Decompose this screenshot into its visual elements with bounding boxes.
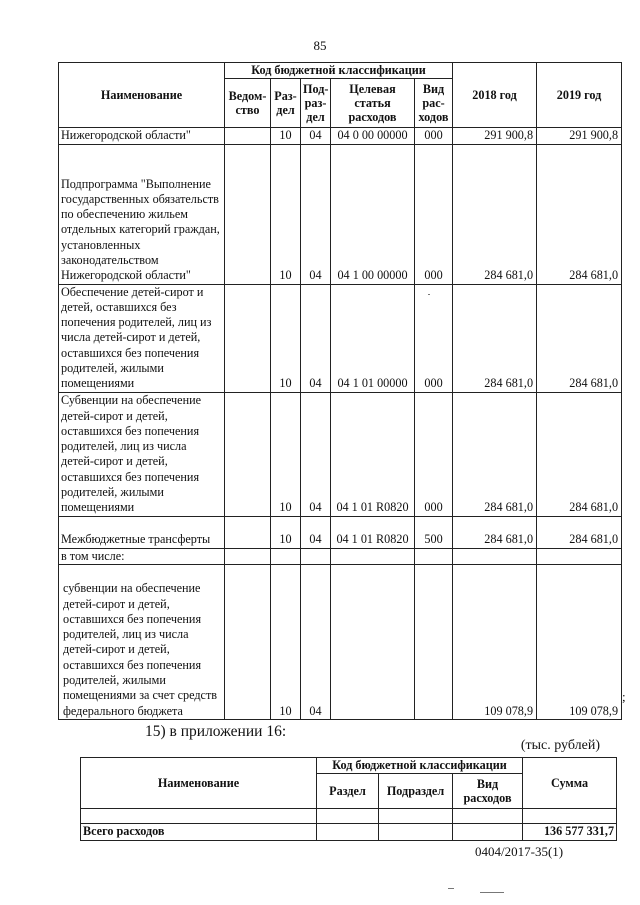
empty-cell xyxy=(317,824,379,840)
row-celevaya: 04 1 01 R0820 xyxy=(331,516,415,548)
row-2018 xyxy=(453,548,537,564)
units-label: (тыс. рублей) xyxy=(520,738,600,753)
row-vid xyxy=(415,548,453,564)
row-2018: 284 681,0 xyxy=(453,284,537,392)
row-vedomstvo xyxy=(225,144,271,284)
row-celevaya xyxy=(331,564,415,719)
empty-cell xyxy=(453,824,523,840)
header-vid: Вид рас-ходов xyxy=(415,79,453,128)
row-vid: 000 xyxy=(415,284,453,392)
empty-cell xyxy=(379,809,453,824)
empty-cell xyxy=(523,809,617,824)
table-row xyxy=(59,284,622,392)
table-row xyxy=(59,392,622,516)
row-vedomstvo xyxy=(225,128,271,144)
budget-table xyxy=(58,62,622,720)
table-row xyxy=(59,144,622,284)
row-celevaya xyxy=(331,548,415,564)
header-2019: 2019 год xyxy=(537,63,622,128)
row-vedomstvo xyxy=(225,284,271,392)
row-2018: 284 681,0 xyxy=(453,144,537,284)
row-podrazdel: 04 xyxy=(301,128,331,144)
total-label: Всего расходов xyxy=(81,824,317,840)
table-row xyxy=(59,548,622,564)
table-row xyxy=(59,128,622,144)
row-celevaya: 04 1 01 R0820 xyxy=(331,392,415,516)
summary-table xyxy=(80,757,617,841)
empty-cell xyxy=(81,809,317,824)
page-number: 85 xyxy=(313,38,327,53)
scan-mark xyxy=(428,294,430,295)
row-podrazdel: 04 xyxy=(301,564,331,719)
header-razdel: Раз-дел xyxy=(271,79,301,128)
header-vedomstvo: Ведом-ство xyxy=(225,79,271,128)
scan-mark xyxy=(448,888,454,889)
section-title: 15) в приложении 16: xyxy=(145,723,287,740)
row-celevaya: 04 1 01 00000 xyxy=(331,284,415,392)
row-2018: 109 078,9 xyxy=(453,564,537,719)
row-podrazdel: 04 xyxy=(301,144,331,284)
empty-cell xyxy=(379,824,453,840)
row-podrazdel: 04 xyxy=(301,284,331,392)
row-2019: 291 900,8 xyxy=(537,128,622,144)
trailing-semicolon: ; xyxy=(622,689,626,704)
row-2018: 284 681,0 xyxy=(453,516,537,548)
row-2019: 109 078,9 xyxy=(537,564,622,719)
row-razdel: 10 xyxy=(271,392,301,516)
row-vedomstvo xyxy=(225,392,271,516)
row-razdel xyxy=(271,548,301,564)
row-celevaya: 04 1 00 00000 xyxy=(331,144,415,284)
row-name: Нижегородской области" xyxy=(59,128,225,144)
row-razdel: 10 xyxy=(271,516,301,548)
document-code: 0404/2017-35(1) xyxy=(475,844,564,859)
empty-cell xyxy=(453,809,523,824)
row-name: Подпрограмма "Выполнение государственных обязательств по обеспечению жильем отдельных категорий граждан, установленных законодательством Нижегородской области" xyxy=(59,144,225,284)
row-name: Межбюджетные трансферты xyxy=(59,516,225,548)
sum-header-code-group: Код бюджетной классификации xyxy=(317,758,523,774)
table-row xyxy=(59,564,622,719)
row-vid: 000 xyxy=(415,128,453,144)
sum-header-name: Наименование xyxy=(81,758,317,809)
header-name: Наименование xyxy=(59,63,225,128)
total-value: 136 577 331,7 xyxy=(523,824,617,840)
sum-header-vid: Вид расходов xyxy=(453,774,523,809)
sum-header-sum: Сумма xyxy=(523,758,617,809)
row-razdel: 10 xyxy=(271,284,301,392)
sum-header-podrazdel: Подраздел xyxy=(379,774,453,809)
row-podrazdel xyxy=(301,548,331,564)
row-vid: 000 xyxy=(415,392,453,516)
row-2018: 284 681,0 xyxy=(453,392,537,516)
row-2019 xyxy=(537,548,622,564)
row-celevaya: 04 0 00 00000 xyxy=(331,128,415,144)
row-vedomstvo xyxy=(225,548,271,564)
header-2018: 2018 год xyxy=(453,63,537,128)
row-name: в том числе: xyxy=(59,548,225,564)
total-row xyxy=(81,824,617,840)
table-row xyxy=(59,516,622,548)
row-name: Обеспечение детей-сирот и детей, оставшихся без попечения родителей, лиц из числа детей-сирот и детей, оставшихся без попечения родителей, жилыми помещениями xyxy=(59,284,225,392)
row-2019: 284 681,0 xyxy=(537,144,622,284)
row-vedomstvo xyxy=(225,564,271,719)
row-podrazdel: 04 xyxy=(301,516,331,548)
empty-cell xyxy=(317,809,379,824)
row-vid: 500 xyxy=(415,516,453,548)
scan-mark xyxy=(480,892,504,893)
sum-header-razdel: Раздел xyxy=(317,774,379,809)
header-code-group: Код бюджетной классификации xyxy=(225,63,453,79)
row-2019: 284 681,0 xyxy=(537,392,622,516)
row-vid xyxy=(415,564,453,719)
row-name: Субвенции на обеспечение детей-сирот и детей, оставшихся без попечения родителей, лиц из числа детей-сирот и детей, оставшихся без попечения родителей, жилыми помещениями xyxy=(59,392,225,516)
header-celevaya: Целевая статья расходов xyxy=(331,79,415,128)
row-razdel: 10 xyxy=(271,564,301,719)
row-vedomstvo xyxy=(225,516,271,548)
row-2018: 291 900,8 xyxy=(453,128,537,144)
row-razdel: 10 xyxy=(271,144,301,284)
row-vid: 000 xyxy=(415,144,453,284)
row-2019: 284 681,0 xyxy=(537,284,622,392)
row-2019: 284 681,0 xyxy=(537,516,622,548)
row-podrazdel: 04 xyxy=(301,392,331,516)
row-name: субвенции на обеспечение детей-сирот и детей, оставшихся без попечения родителей, лиц из числа детей-сирот и детей, оставшихся без попечения родителей, жилыми помещениями за счет средств федерального бюджета xyxy=(59,564,225,719)
empty-row xyxy=(81,809,617,824)
header-podrazdel: Под-раз-дел xyxy=(301,79,331,128)
row-razdel: 10 xyxy=(271,128,301,144)
